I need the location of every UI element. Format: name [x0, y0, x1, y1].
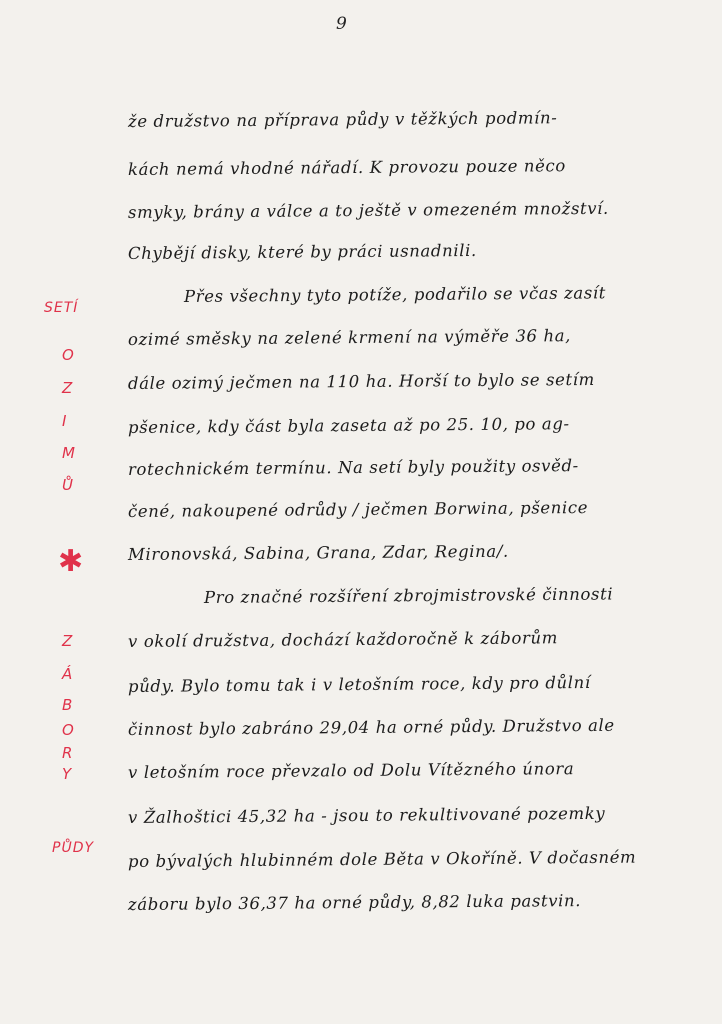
text-line: záboru bylo 36,37 ha orné půdy, 8,82 luka pastvin. — [127, 891, 582, 914]
margin-letter: O — [62, 346, 74, 364]
text-line: Chybějí disky, které by práci usnadnili. — [127, 240, 477, 263]
text-line: po bývalých hlubinném dole Běta v Okoříně. V dočasném — [127, 847, 637, 871]
text-line: v letošním roce převzalo od Dolu Vítězného února — [127, 759, 575, 782]
asterisk-mark: ✱ — [58, 544, 84, 579]
text-line: že družstvo na příprava půdy v těžkých podmín- — [127, 108, 558, 131]
text-line: Mironovská, Sabina, Grana, Zdar, Regina/. — [127, 541, 509, 564]
text-line: kách nemá vhodné nářadí. K provozu pouze něco — [127, 156, 566, 179]
margin-label-seti: SETÍ — [44, 300, 79, 316]
margin-letter: Z — [62, 379, 73, 397]
margin-letter: Á — [62, 665, 73, 683]
text-line: čené, nakoupené odrůdy / ječmen Borwina, pšenice — [127, 497, 589, 521]
margin-letter: Y — [62, 765, 72, 783]
margin-letter: Z — [62, 632, 73, 650]
margin-letter: M — [62, 444, 75, 462]
text-line: rotechnickém termínu. Na setí byly použity osvěd- — [127, 456, 579, 479]
text-line: Pro značné rozšíření zbrojmistrovské činnosti — [203, 584, 614, 607]
margin-letter: O — [62, 721, 74, 739]
text-line: v okolí družstva, dochází každoročně k záborům — [127, 628, 558, 651]
text-line: smyky, brány a válce a to ještě v omezeném množství. — [127, 198, 609, 222]
text-line: činnost bylo zabráno 29,04 ha orné půdy. Družstvo ale — [127, 715, 615, 739]
text-line: Přes všechny tyto potíže, podařilo se včas zasít — [183, 283, 607, 306]
text-line: pšenice, kdy část byla zaseta až po 25. 10, po ag- — [127, 414, 570, 437]
text-line: dále ozimý ječmen na 110 ha. Horší to bylo se setím — [127, 369, 595, 393]
text-line: v Žalhoštici 45,32 ha - jsou to rekultivované pozemky — [127, 803, 606, 827]
margin-letter: I — [62, 412, 67, 430]
margin-letter: B — [62, 696, 73, 714]
margin-label-pudy: PŮDY — [52, 840, 95, 856]
margin-letter: Ů — [62, 476, 73, 494]
text-line: ozimé směsky na zelené krmení na výměře 36 ha, — [127, 326, 572, 349]
page-number: 9 — [336, 14, 347, 34]
margin-letter: R — [62, 744, 73, 762]
text-line: půdy. Bylo tomu tak i v letošním roce, kdy pro důlní — [127, 672, 591, 696]
